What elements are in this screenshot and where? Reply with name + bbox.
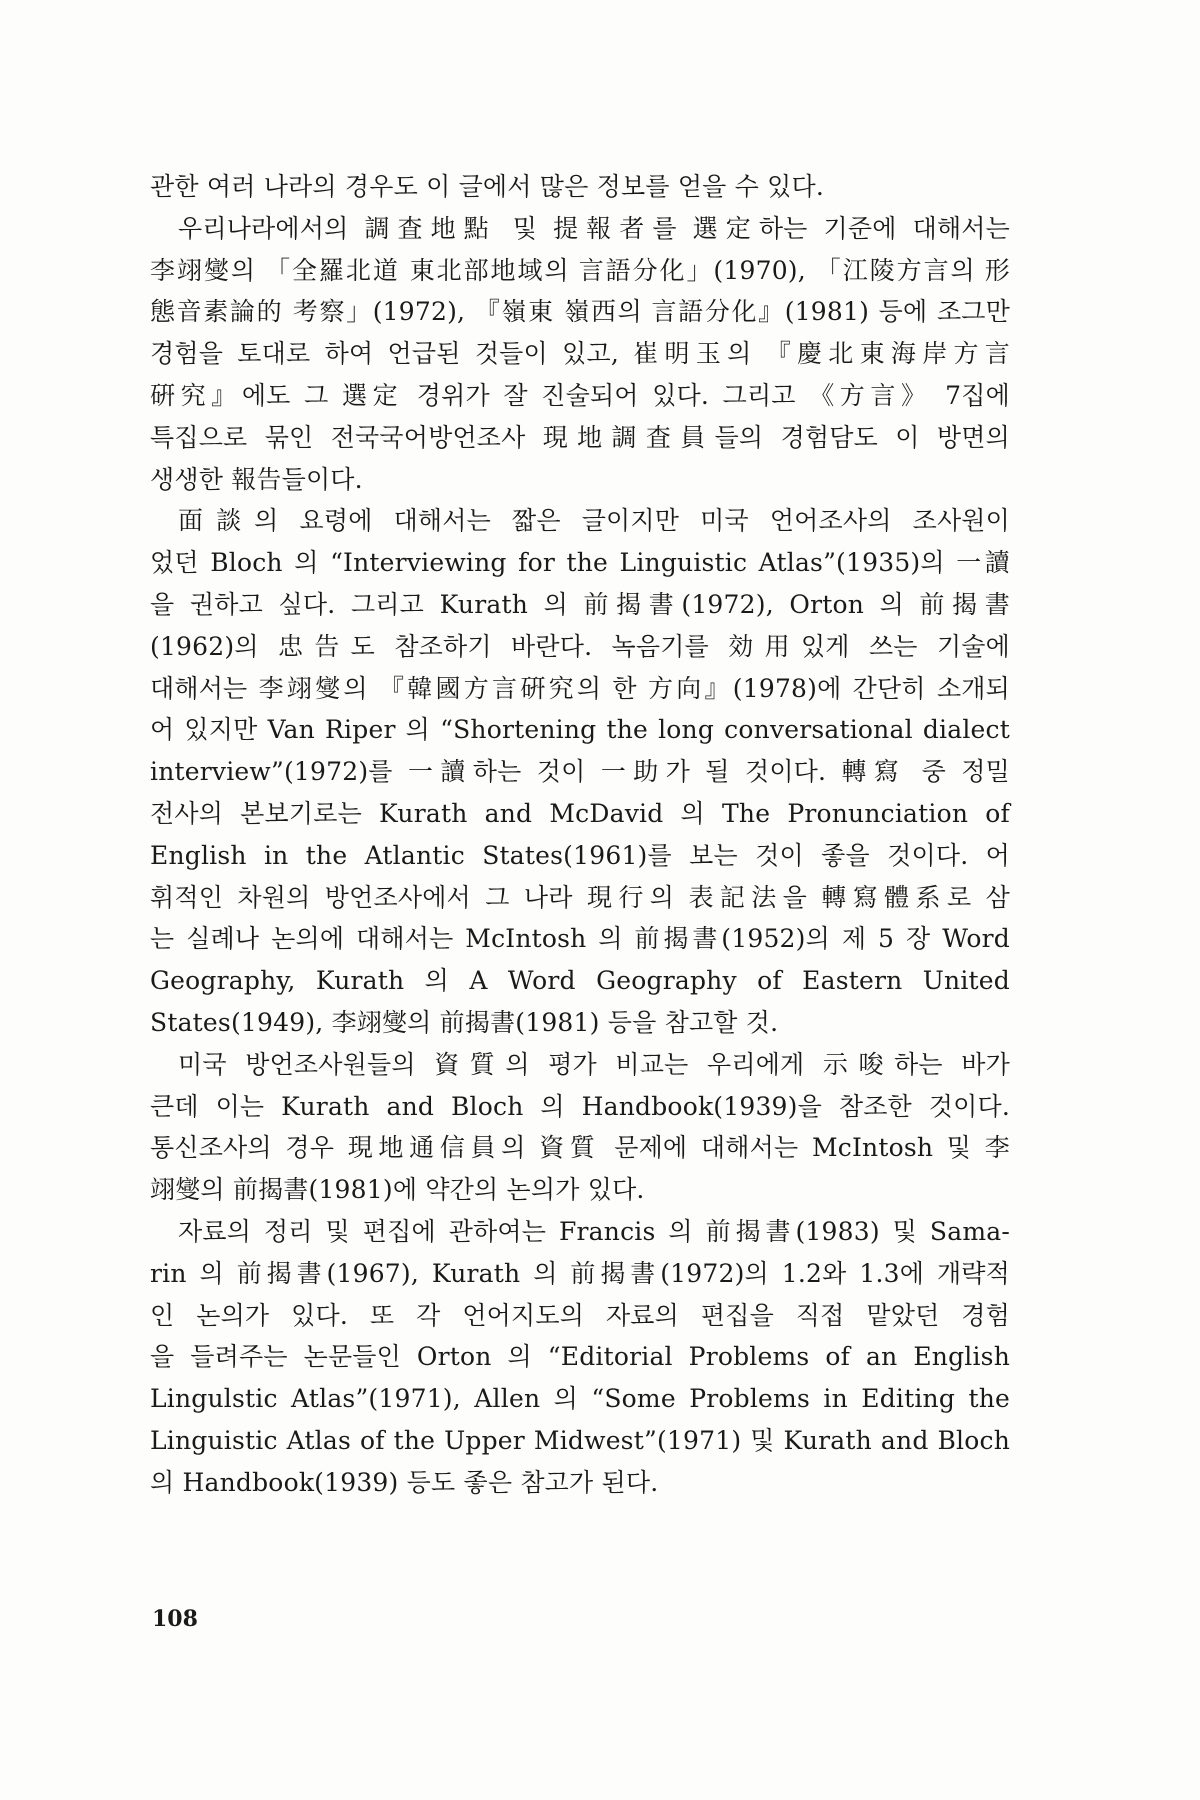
text-line: 態音素論的 考察」(1972), 『嶺東 嶺西의 言語分化』(1981) 등에 조그만 xyxy=(150,297,1010,327)
text-line: English in the Atlantic States(1961)를 보는 것이 좋을 것이다. 어 xyxy=(150,840,1010,870)
text-line: 전사의 본보기로는 Kurath and McDavid 의 The Pronunciation of xyxy=(150,798,1010,828)
text-line: 생생한 報告들이다. xyxy=(150,464,363,494)
text-line: 李翊燮의 「全羅北道 東北部地域의 言語分化」(1970), 「江陵方言의 形 xyxy=(150,255,1010,285)
text-line: 을 들려주는 논문들인 Orton 의 “Editorial Problems of an English xyxy=(150,1342,1010,1372)
text-line: 통신조사의 경우 現地通信員의 資質 문제에 대해서는 McIntosh 및 李 xyxy=(150,1133,1010,1163)
text-line: Geography, Kurath 의 A Word Geography of Eastern United xyxy=(150,966,1010,996)
text-line: 우리나라에서의 調査地點 및 提報者를 選定하는 기준에 대해서는 xyxy=(178,213,1010,243)
text-line: Linguistic Atlas of the Upper Midwest”(1971) 및 Kurath and Bloch xyxy=(150,1425,1010,1455)
text-line: (1962)의 忠告도 참조하기 바란다. 녹음기를 効用있게 쓰는 기술에 xyxy=(150,631,1010,661)
text-line: 을 권하고 싶다. 그리고 Kurath 의 前揭書(1972), Orton 의 前揭書 xyxy=(150,589,1010,619)
text-line: 어 있지만 Van Riper 의 “Shortening the long conversational dialect xyxy=(150,715,1010,745)
text-line: 관한 여러 나라의 경우도 이 글에서 많은 정보를 얻을 수 있다. xyxy=(150,172,825,201)
text-line: States(1949), 李翊燮의 前揭書(1981) 등을 참고할 것. xyxy=(150,1007,779,1037)
text-line: 특집으로 묶인 전국국어방언조사 現地調査員들의 경험담도 이 방면의 xyxy=(150,422,1010,452)
text-line: 翊燮의 前揭書(1981)에 약간의 논의가 있다. xyxy=(150,1175,645,1205)
text-line: 었던 Bloch 의 “Interviewing for the Linguistic Atlas”(1935)의 一讀 xyxy=(150,548,1010,578)
text-line: rin 의 前揭書(1967), Kurath 의 前揭書(1972)의 1.2와 1.3에 개략적 xyxy=(150,1258,1010,1288)
page-number: 108 xyxy=(152,1606,198,1632)
text-line: 의 Handbook(1939) 등도 좋은 참고가 된다. xyxy=(150,1467,659,1497)
text-line: 미국 방언조사원들의 資質의 평가 비교는 우리에게 示唆하는 바가 xyxy=(178,1049,1010,1079)
text-line: 경험을 토대로 하여 언급된 것들이 있고, 崔明玉의 『慶北東海岸方言 xyxy=(150,339,1010,369)
text-line: 휘적인 차원의 방언조사에서 그 나라 現行의 表記法을 轉寫體系로 삼 xyxy=(150,882,1010,912)
text-line: 인 논의가 있다. 또 각 언어지도의 자료의 편집을 직접 맡았던 경험 xyxy=(150,1300,1010,1330)
text-line: 硏究』에도 그 選定 경위가 잘 진술되어 있다. 그리고 《方言》 7집에 xyxy=(150,380,1010,410)
body-text xyxy=(150,166,1010,1504)
text-line: 面談의 요령에 대해서는 짧은 글이지만 미국 언어조사의 조사원이 xyxy=(178,506,1010,536)
text-line: 는 실례나 논의에 대해서는 McIntosh 의 前揭書(1952)의 제 5 장 Word xyxy=(150,924,1010,954)
text-line: interview”(1972)를 一讀하는 것이 一助가 될 것이다. 轉寫 중 정밀 xyxy=(150,757,1010,787)
text-line: 대해서는 李翊燮의 『韓國方言硏究의 한 方向』(1978)에 간단히 소개되 xyxy=(150,673,1010,703)
text-line: Lingulstic Atlas”(1971), Allen 의 “Some Problems in Editing the xyxy=(150,1384,1010,1414)
text-line: 자료의 정리 및 편집에 관하여는 Francis 의 前揭書(1983) 및 Sama- xyxy=(178,1216,1010,1246)
text-line: 큰데 이는 Kurath and Bloch 의 Handbook(1939)을 참조한 것이다. xyxy=(150,1091,1010,1121)
